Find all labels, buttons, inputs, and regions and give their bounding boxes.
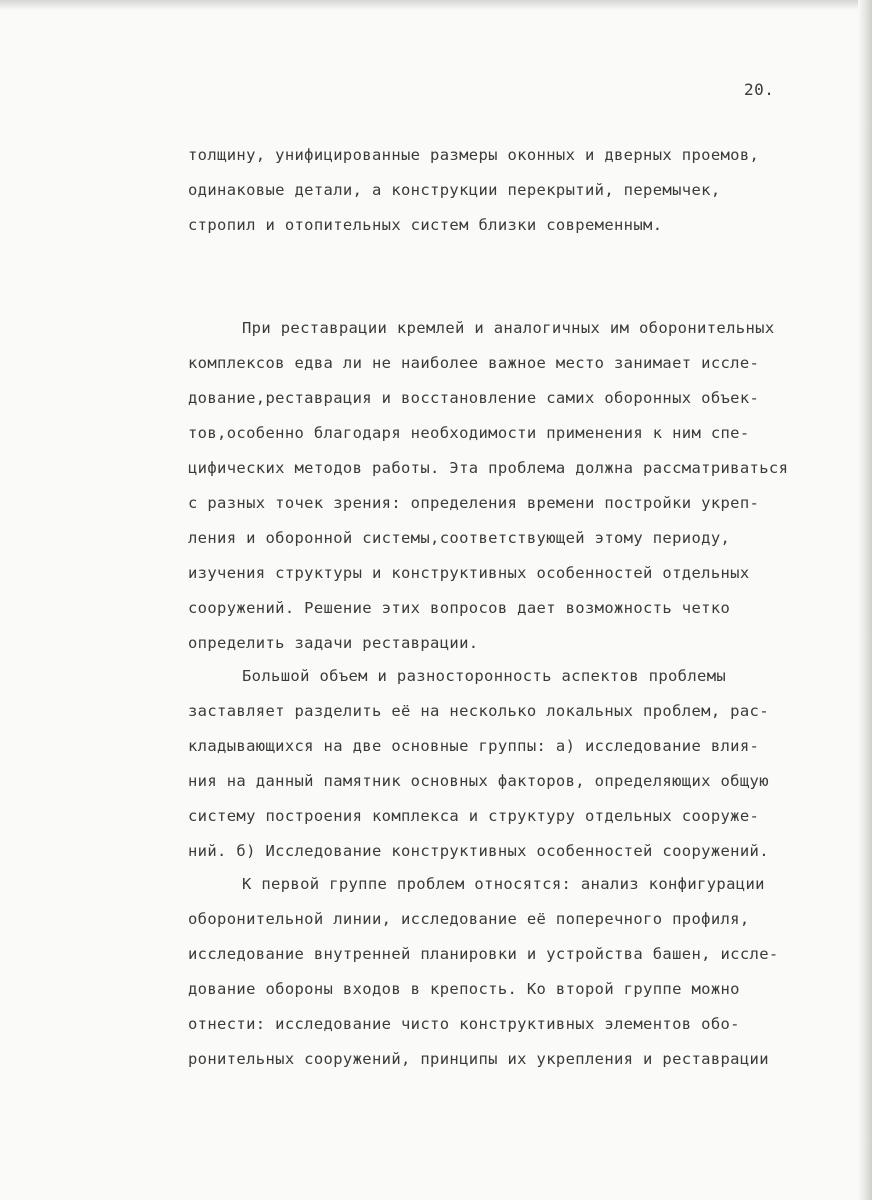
scan-top-edge [0, 0, 872, 10]
text-line: сооружений. Решение этих вопросов дает возможность четко [188, 599, 731, 617]
page-number: 20. [744, 80, 775, 99]
text-line: одинаковые детали, а конструкции перекрытий, перемычек, [188, 181, 721, 199]
text-line: дование обороны входов в крепость. Ко второй группе можно [188, 980, 740, 998]
text-line: ния на данный памятник основных факторов, определяющих общую [188, 772, 769, 790]
text-line: с разных точек зрения: определения времени постройки укреп- [188, 494, 760, 512]
text-line: ний. б) Исследование конструктивных особенностей сооружений. [188, 842, 769, 860]
text-line: тов,особенно благодаря необходимости применения к ним спе- [188, 424, 750, 442]
text-line: ления и оборонной системы,соответствующей этому периоду, [188, 529, 731, 547]
text-line: ронительных сооружений, принципы их укрепления и реставрации [188, 1050, 769, 1068]
text-line: заставляет разделить её на несколько локальных проблем, рас- [188, 702, 769, 720]
text-line: толщину, унифицированные размеры оконных и дверных проемов, [188, 146, 760, 164]
text-line: отнести: исследование чисто конструктивных элементов обо- [188, 1015, 740, 1033]
text-line: кладывающихся на две основные группы: а) исследование влия- [188, 737, 760, 755]
text-line: оборонительной линии, исследование её поперечного профиля, [188, 910, 750, 928]
text-line: исследование внутренней планировки и устройства башен, иссле- [188, 945, 779, 963]
scan-right-edge [858, 0, 872, 1200]
text-line: изучения структуры и конструктивных особенностей отдельных [188, 564, 750, 582]
text-line: цифических методов работы. Эта проблема должна рассматриваться [188, 459, 789, 477]
text-line: При реставрации кремлей и аналогичных им оборонительных [242, 319, 775, 337]
text-line: систему построения комплекса и структуру отдельных сооруже- [188, 807, 760, 825]
text-line: К первой группе проблем относятся: анализ конфигурации [242, 875, 765, 893]
text-line: Большой объем и разносторонность аспектов проблемы [242, 667, 727, 685]
text-line: комплексов едва ли не наиболее важное место занимает иссле- [188, 354, 760, 372]
text-line: дование,реставрация и восстановление самих оборонных объек- [188, 389, 760, 407]
text-line: стропил и отопительных систем близки современным. [188, 216, 663, 234]
text-line: определить задачи реставрации. [188, 634, 479, 652]
